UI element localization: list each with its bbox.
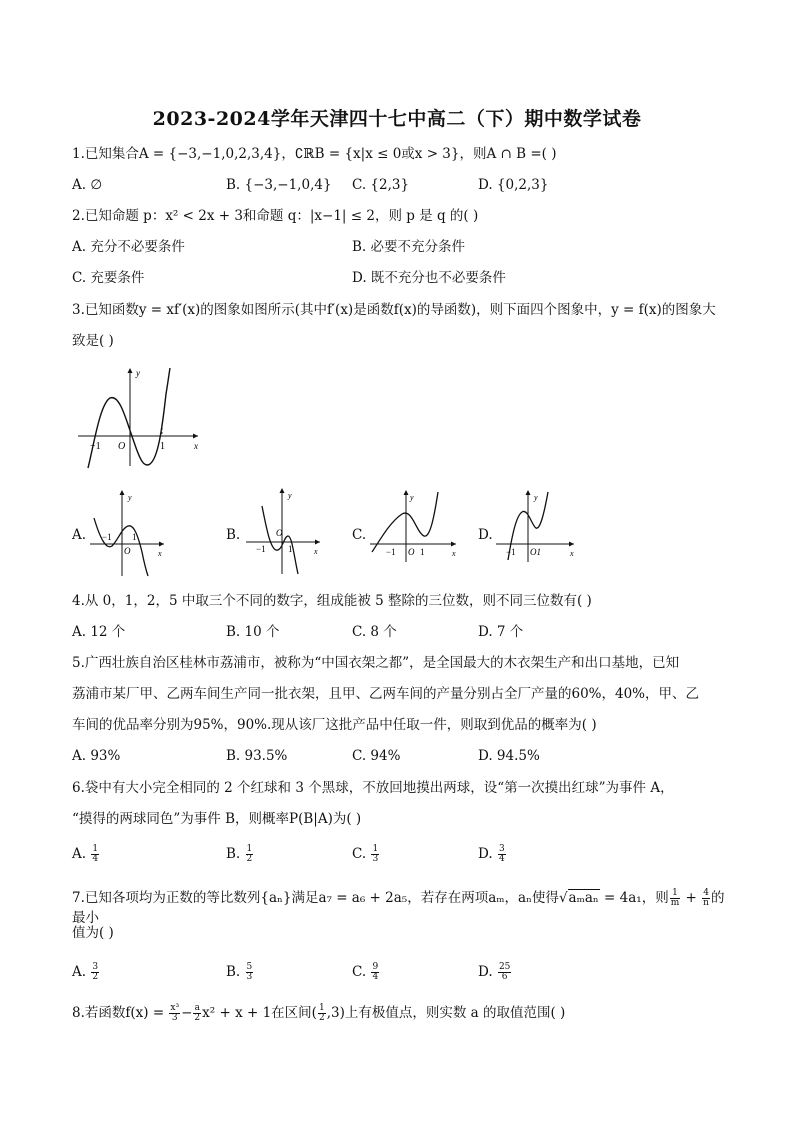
q3-option-b[interactable]: B. [226, 527, 241, 543]
q3-option-d[interactable]: D. [478, 527, 493, 543]
q8-frac3-den: 2 [318, 1013, 325, 1023]
q4-option-b[interactable]: B. 10 个 [226, 624, 280, 640]
q7-a-den: 2 [92, 972, 99, 982]
q6-c-den: 3 [372, 854, 379, 864]
main-x-arrow [193, 434, 198, 439]
q7-text-b: = 4a₁，则 [599, 890, 669, 906]
b-neg1-label: −1 [256, 544, 266, 554]
q7-d-den: 6 [501, 972, 508, 982]
q7-c-den: 4 [372, 972, 379, 982]
q7-frac2-num: 4 [703, 888, 709, 898]
question-3-stem-line2: 致是( ) [72, 333, 114, 349]
q6-d-fraction [498, 845, 506, 864]
c-one-label: 1 [420, 547, 425, 557]
question-5-stem-line1: 5.广西壮族自治区桂林市荔浦市，被称为“中国衣架之都”，是全国最大的木衣架生产和出口基地，已知 [72, 655, 680, 671]
q5-option-d[interactable]: D. 94.5% [478, 748, 540, 764]
q7-frac-1 [670, 889, 681, 908]
q2-option-c[interactable]: C. 充要条件 [72, 270, 145, 286]
question-3-stem-line1: 3.已知函数y = xf′(x)的图象如图所示(其中f′(x)是函数f(x)的导函数)，则下面四个图象中，y = f(x)的图象大 [72, 302, 716, 318]
question-6-stem-line2: “摸得的两球同色”为事件 B，则概率P(B|A)为( ) [72, 811, 362, 827]
q7-c-fraction [371, 963, 379, 982]
a-y-arrow [120, 490, 125, 495]
q8-text-c: ,3)上有极值点，则实数 a 的取值范围( ) [326, 1005, 566, 1021]
q5-option-c[interactable]: C. 94% [352, 748, 401, 764]
q8-minus: − [181, 1005, 193, 1021]
b-origin-label: O [276, 528, 283, 538]
q3-option-b-graph[interactable] [244, 486, 324, 578]
main-origin-label: O [118, 441, 126, 452]
q6-c-fraction [371, 845, 379, 864]
q7-b-num: 5 [246, 962, 253, 972]
q4-option-d[interactable]: D. 7 个 [478, 624, 524, 640]
q3-option-a-graph[interactable] [88, 488, 168, 578]
q6-b-label: B. [226, 846, 241, 862]
q7-sqrt-body: aₘaₙ [568, 890, 599, 906]
q7-text-a: 7.已知各项均为正数的等比数列{aₙ}满足a₇ = a₆ + 2a₅，若存在两项aₘ，aₙ使得 [72, 890, 559, 906]
b-x-arrow [315, 540, 320, 545]
d-origin-one-label: O1 [530, 547, 541, 557]
d-y-arrow [526, 490, 531, 495]
d-x-label: x [570, 549, 574, 558]
b-one-label: 1 [288, 544, 293, 554]
q6-b-num: 1 [246, 844, 253, 854]
q8-frac3-num: 1 [318, 1003, 325, 1013]
q6-option-c[interactable] [352, 844, 380, 864]
q4-option-a[interactable]: A. 12 个 [72, 624, 126, 640]
q2-option-b[interactable]: B. 必要不充分条件 [352, 239, 466, 255]
question-5-stem-line3: 车间的优品率分别为95%，90%.现从该厂这批产品中任取一件，则取到优品的概率为( ) [72, 717, 597, 733]
q7-b-fraction [246, 963, 254, 982]
q7-c-label: C. [352, 964, 367, 980]
q7-option-c[interactable] [352, 962, 380, 982]
q3-main-graph [74, 364, 206, 470]
q7-frac-2 [702, 889, 710, 908]
q8-frac-3 [318, 1004, 326, 1023]
q3-option-d-graph[interactable] [494, 488, 578, 564]
q7-d-label: D. [478, 964, 493, 980]
q5-option-a[interactable]: A. 93% [72, 748, 121, 764]
question-7-stem-line1 [72, 888, 732, 928]
q6-a-label: A. [72, 846, 87, 862]
q8-frac1-den: 3 [171, 1013, 178, 1023]
a-x-label: x [158, 549, 162, 558]
q8-frac2-den: 2 [194, 1013, 201, 1023]
q6-d-num: 3 [498, 844, 505, 854]
q7-frac2-den: n [703, 898, 709, 908]
q8-frac2-num: a [194, 1003, 200, 1013]
a-neg1-label: −1 [102, 532, 112, 542]
q3-option-a[interactable]: A. [72, 527, 87, 543]
q1-option-a[interactable]: A. ∅ [72, 177, 103, 193]
c-y-label: y [410, 493, 414, 502]
exam-title: 2023-2024学年天津四十七中高二（下）期中数学试卷 [152, 108, 642, 130]
q6-option-b[interactable] [226, 844, 254, 864]
c-curve [372, 492, 438, 552]
q7-text-c: 的最小 [72, 890, 725, 926]
q7-a-num: 3 [92, 962, 99, 972]
q6-b-den: 2 [246, 854, 253, 864]
q4-option-c[interactable]: C. 8 个 [352, 624, 397, 640]
q7-frac1-den: m [670, 898, 680, 908]
q6-a-num: 1 [92, 844, 99, 854]
main-y-label: y [136, 368, 140, 378]
main-neg1-label: −1 [90, 441, 101, 452]
q7-sqrt-sign: √ [558, 890, 568, 906]
q7-a-label: A. [72, 964, 87, 980]
main-x-label: x [194, 441, 198, 451]
q1-option-d[interactable]: D. {0,2,3} [478, 177, 549, 193]
q7-d-num: 25 [498, 962, 511, 972]
q8-text-a: 8.若函数f(x) = [72, 1005, 169, 1021]
q6-option-d[interactable] [478, 844, 507, 864]
b-curve [262, 506, 298, 574]
a-origin-label: O [124, 546, 131, 556]
a-y-label: y [128, 493, 132, 502]
q2-option-a[interactable]: A. 充分不必要条件 [72, 239, 185, 255]
question-2-stem: 2.已知命题 p：x² < 2x + 3和命题 q：|x−1| ≤ 2，则 p 是 q 的( ) [72, 208, 479, 224]
q7-a-fraction [91, 963, 99, 982]
d-neg1-label: −1 [506, 547, 516, 557]
c-x-arrow [451, 542, 456, 547]
b-y-label: y [288, 491, 292, 500]
question-6-stem-line1: 6.袋中有大小完全相同的 2 个红球和 3 个黑球，不放回地摸出两球，设“第一次摸出红球”为事件 A， [72, 780, 674, 796]
q6-option-a[interactable] [72, 844, 100, 864]
q6-a-fraction [91, 845, 99, 864]
q6-c-label: C. [352, 846, 367, 862]
q7-frac1-num: 1 [670, 889, 681, 899]
q6-d-den: 4 [498, 854, 505, 864]
a-one-label: 1 [132, 532, 137, 542]
q7-b-den: 3 [246, 972, 253, 982]
q7-option-d[interactable] [478, 962, 512, 982]
c-y-arrow [404, 490, 409, 495]
q6-a-den: 4 [92, 854, 99, 864]
b-x-label: x [314, 547, 318, 556]
question-4-stem: 4.从 0，1，2，5 中取三个不同的数字，组成能被 5 整除的三位数，则不同三位数有( ) [72, 593, 592, 609]
main-y-arrow [128, 368, 133, 373]
question-7-stem-line2: 值为( ) [72, 925, 114, 941]
q7-c-num: 9 [372, 962, 379, 972]
b-y-arrow [280, 488, 285, 493]
q5-option-b[interactable]: B. 93.5% [226, 748, 288, 764]
q8-frac-1 [169, 1004, 180, 1023]
q8-frac1-num: x³ [170, 1003, 180, 1013]
q3-option-c[interactable]: C. [352, 527, 367, 543]
question-1-stem: 1.已知集合A = {−3,−1,0,2,3,4}，∁ℝB = {x|x ≤ 0或x > 3}，则A ∩ B =( ) [72, 146, 557, 162]
a-curve [94, 518, 148, 576]
question-5-stem-line2: 荔浦市某厂甲、乙两车间生产同一批衣架，且甲、乙两车间的产量分别占全厂产量的60%，40%，甲、乙 [72, 686, 700, 702]
main-one-label: 1 [160, 441, 165, 452]
c-x-label: x [452, 549, 456, 558]
q7-d-fraction [498, 963, 511, 982]
q7-b-label: B. [226, 964, 241, 980]
q7-plus: + [681, 890, 702, 906]
d-x-arrow [569, 542, 574, 547]
q3-option-c-graph[interactable] [368, 488, 460, 564]
d-y-label: y [534, 493, 538, 502]
q6-c-num: 1 [372, 844, 379, 854]
q7-option-b[interactable] [226, 962, 254, 982]
c-origin-label: O [408, 547, 415, 557]
q1-option-b[interactable]: B. {−3,−1,0,4} [226, 177, 332, 193]
q8-frac-2 [193, 1004, 201, 1023]
c-neg1-label: −1 [386, 547, 396, 557]
q6-b-fraction [246, 845, 254, 864]
q6-d-label: D. [478, 846, 493, 862]
question-8-stem [72, 1003, 732, 1023]
q1-option-c[interactable]: C. {2,3} [352, 177, 410, 193]
a-x-arrow [159, 542, 164, 547]
q8-text-b: x² + x + 1在区间( [202, 1005, 317, 1021]
q7-option-a[interactable] [72, 962, 100, 982]
main-curve [88, 368, 170, 468]
q2-option-d[interactable]: D. 既不充分也不必要条件 [352, 270, 506, 286]
